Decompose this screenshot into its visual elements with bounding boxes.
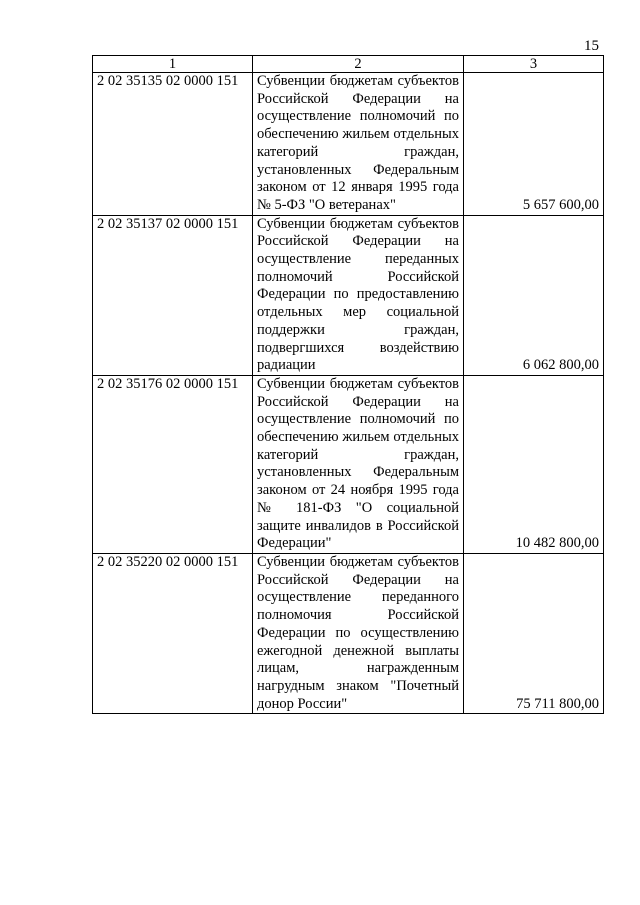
header-row [93, 56, 604, 73]
page-number: 15 [584, 38, 599, 54]
description-cell [253, 375, 464, 553]
description-text: Субвенции бюджетам субъектов Российской Федерации на осуществление переданных полномочий Российской Федерации по предоставлению отдельных мер социальной поддержки граждан, подвергшихся воздействию радиации [257, 215, 459, 374]
description-cell [253, 215, 464, 375]
header-col-3: 3 [464, 56, 604, 73]
budget-code: 2 02 35176 02 0000 151 [93, 375, 253, 553]
table-body [93, 73, 604, 714]
budget-code: 2 02 35220 02 0000 151 [93, 553, 253, 713]
table-row [93, 375, 604, 553]
description-cell [253, 553, 464, 713]
amount: 75 711 800,00 [464, 553, 604, 713]
budget-code: 2 02 35135 02 0000 151 [93, 73, 253, 216]
amount: 10 482 800,00 [464, 375, 604, 553]
header-col-1: 1 [93, 56, 253, 73]
amount: 5 657 600,00 [464, 73, 604, 216]
description-cell [253, 73, 464, 216]
table-row [93, 215, 604, 375]
table-row [93, 553, 604, 713]
amount: 6 062 800,00 [464, 215, 604, 375]
table-row [93, 73, 604, 216]
table-header [93, 56, 604, 73]
budget-table [92, 55, 604, 714]
description-text: Субвенции бюджетам субъектов Российской Федерации на осуществление переданного полномочия Российской Федерации по осуществлению ежегодной денежной выплаты лицам, награжденным нагрудным знаком "Почетный донор России" [257, 553, 459, 712]
description-text: Субвенции бюджетам субъектов Российской Федерации на осуществление полномочий по обеспечению жильем отдельных категорий граждан, установленных Федеральным законом от 12 января 1995 года № 5-ФЗ "О ветеранах" [257, 73, 459, 213]
budget-code: 2 02 35137 02 0000 151 [93, 215, 253, 375]
description-text: Субвенции бюджетам субъектов Российской Федерации на осуществление полномочий по обеспечению жильем отдельных категорий граждан, установленных Федеральным законом от 24 ноября 1995 года № 181-ФЗ "О социальной защите инвалидов в Российской Федерации" [257, 375, 459, 552]
header-col-2: 2 [253, 56, 464, 73]
